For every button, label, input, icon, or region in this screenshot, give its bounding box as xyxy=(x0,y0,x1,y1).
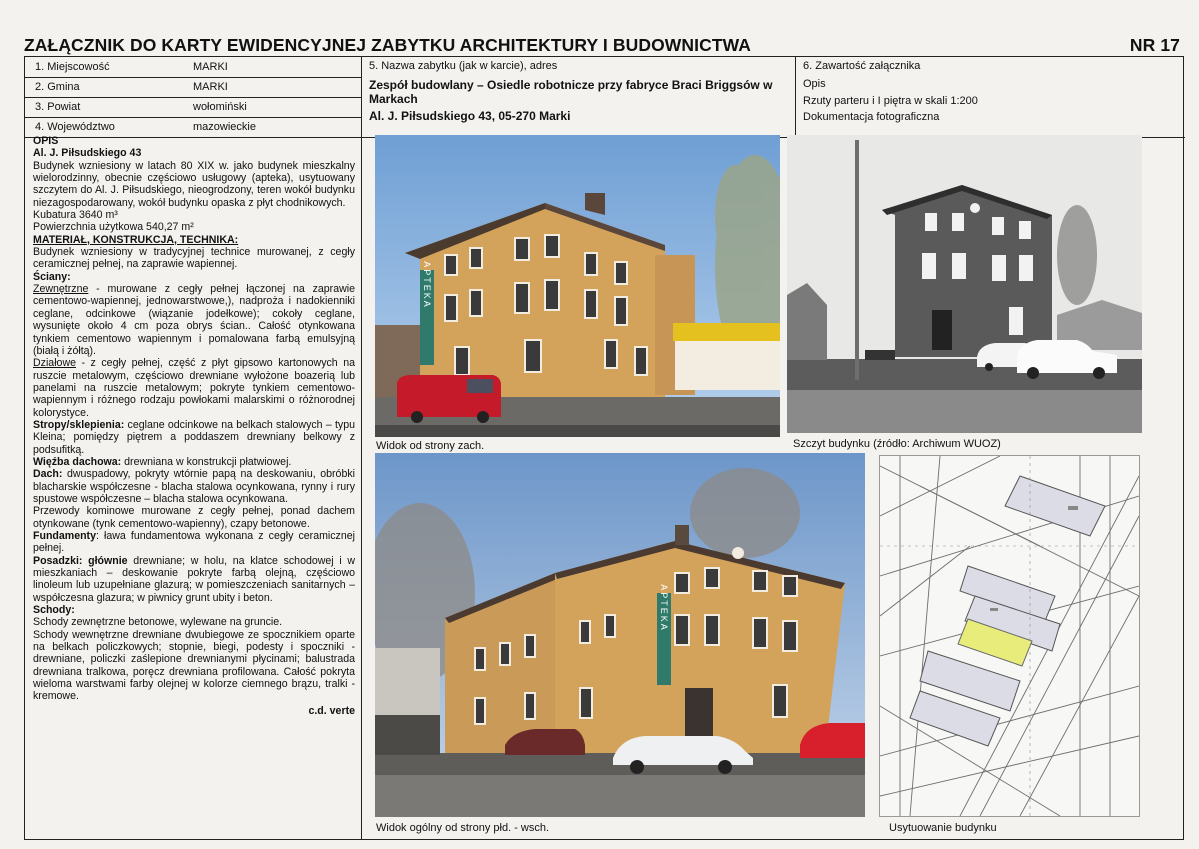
walls-exterior-label: Zewnętrzne xyxy=(33,283,89,296)
object-name: Zespół budowlany – Osiedle robotnicze przy fabryce Braci Briggsów w Markach xyxy=(369,78,773,106)
foundations xyxy=(33,530,355,555)
floors xyxy=(33,555,355,604)
roof-truss-text: drewniana w konstrukcji płatwiowej. xyxy=(121,455,292,468)
contents-item: Dokumentacja fotograficzna xyxy=(803,111,940,123)
photo4-caption: Usytuowanie budynku xyxy=(889,822,997,834)
field-label: 2. Gmina xyxy=(35,81,80,93)
object-name-header: 5. Nazwa zabytku (jak w karcie), adres xyxy=(369,60,558,72)
walls-interior-label: Działowe xyxy=(33,357,76,370)
material-text: Budynek wzniesiony w tradycyjnej technice murowanej, z cegły ceramicznej pełnej, na zaprawie wapiennej. xyxy=(33,246,355,271)
stairs-exterior: Schody zewnętrzne betonowe, wylewane na gruncie. xyxy=(33,616,283,629)
building-west-photo xyxy=(375,135,780,437)
sheet-title-text: ZAŁĄCZNIK DO KARTY EWIDENCYJNEJ ZABYTKU ARCHITEKTURY I BUDOWNICTWA xyxy=(24,35,752,55)
field-label: 1. Miejscowość xyxy=(35,61,110,73)
pharmacy-sign: APTEKA xyxy=(659,584,669,632)
sheet-number: NR 17 xyxy=(1129,35,1180,55)
field-value: MARKI xyxy=(193,81,228,93)
building-general-photo xyxy=(375,453,865,817)
field-label: 3. Powiat xyxy=(35,101,81,113)
description-kubatura: Kubatura 3640 m³ xyxy=(33,209,118,222)
field-value: wołomiński xyxy=(193,101,247,113)
roof-label: Dach: xyxy=(33,468,63,481)
contents-item: Rzuty parteru i I piętra w skali 1:200 xyxy=(803,94,978,107)
photo1-caption: Widok od strony zach. xyxy=(376,440,485,452)
building-gable-archive-photo xyxy=(787,135,1142,433)
sheet-title xyxy=(24,35,1184,57)
walls-heading: Ściany: xyxy=(33,270,71,283)
field-value: mazowieckie xyxy=(193,121,256,133)
material-heading: MATERIAŁ, KONSTRUKCJA, TECHNIKA: xyxy=(33,233,239,246)
walls-interior xyxy=(33,357,355,419)
roof xyxy=(33,468,355,505)
stairs-heading: Schody: xyxy=(33,604,75,617)
description-heading: OPIS xyxy=(33,135,59,147)
contents-list xyxy=(803,76,978,126)
walls-interior-text: - z cegły pełnej, część z płyt gipsowo kartonowych na ruszcie metalowym, częściowo drewniane wyłożone boazerią lub panelami na ruszcie metalowym; pokryte tynkiem cementowo-wapiennym i różnego rodzaju powłokami malarskimi o różnorodnej kolorystyce. xyxy=(33,357,355,419)
site-plan-map xyxy=(879,455,1140,817)
foundations-text: : ława fundamentowa wykonana z cegły ceramicznej pełnej. xyxy=(33,530,355,555)
field-label: 4. Województwo xyxy=(35,121,115,133)
walls-exterior xyxy=(33,283,355,357)
roof-text: dwuspadowy, pokryty wtórnie papą na deskowaniu, obróbki blacharskie współczesne - blacha stalowa ocynkowana, rynny i rury spustowe współczesne – blacha stalowa ocynkowana. xyxy=(33,468,355,505)
field-value: MARKI xyxy=(193,61,228,73)
pharmacy-sign: APTEKA xyxy=(422,261,432,309)
contents-item: Opis xyxy=(803,78,826,90)
field-row-powiat xyxy=(25,97,361,117)
roof-truss-label: Więźba dachowa: xyxy=(33,455,122,468)
ceilings xyxy=(33,419,355,456)
contents-header: 6. Zawartość załącznika xyxy=(803,60,921,72)
field-row-miejscowosc xyxy=(25,57,361,77)
description-subheading: Al. J. Piłsudskiego 43 xyxy=(33,147,142,160)
description-intro: Budynek wzniesiony w latach 80 XIX w. jako budynek mieszkalny wielorodzinny, obecnie częściowo usługowy (apteka), usytuowany szczytem do Al. J. Piłsudskiego, nieogrodzony, teren wokół budynku niezagospodarowany, wokół budynku opaska z płyt chodnikowych. xyxy=(33,159,355,209)
floors-label: Posadzki: głównie xyxy=(33,554,128,567)
field-row-wojewodztwo xyxy=(25,117,361,137)
foundations-label: Fundamenty xyxy=(33,530,96,542)
photo2-caption: Szczyt budynku (źródło: Archiwum WUOZ) xyxy=(793,438,1001,450)
photo3-caption: Widok ogólny od strony płd. - wsch. xyxy=(376,822,550,834)
stairs-interior: Schody wewnętrzne drewniane dwubiegowe ze spocznikiem oparte na belkach policzkowych; stopnie, biegi, podesty i spoczniki - drewniane, policzki zaślepione drewnianymi płycinami; balustrada drewniana tralkowa, poręcz drewniana profilowana. Całość pokryta wieloma warstwami farby olejnej w kolorze ciemnego brązu, tralki - kremowe. xyxy=(33,628,355,703)
object-address: Al. J. Piłsudskiego 43, 05-270 Marki xyxy=(369,109,571,123)
ceilings-label: Stropy/sklepienia: xyxy=(33,418,125,431)
description-text xyxy=(33,135,355,717)
roof-truss xyxy=(33,456,355,468)
walls-exterior-text: - murowane z cegły pełnej łączonej na zaprawie cementowo-wapiennej, jednowarstwowe,), nadproża i nadokienniki ceglane, odcinkowe (wiązanie jodełkowe); cokoły ceglane, wysunięte około 4 cm poza obrys ścian.. Całość otynkowana tynkiem cementowo wapiennym i pomalowana farbą emulsyjną (białą i żółtą). xyxy=(33,283,355,357)
ceilings-text: ceglane odcinkowe na belkach stalowych – typu Kleina; pomiędzy piętrem a poddaszem drewniany belkowy z podsufitką. xyxy=(33,418,355,456)
field-row-gmina xyxy=(25,77,361,97)
floors-text: drewniane; w holu, na klatce schodowej i w mieszkaniach – deskowanie pokryte farbą olejną, częściowo linoleum lub uzupełniane glazurą; w pomieszczeniach sanitarnych – współczesna glazura; w piwnicy grunt ubity i beton. xyxy=(33,554,356,604)
description-powierzchnia: Powierzchnia użytkowa 540,27 m² xyxy=(33,221,194,234)
chimneys-text: Przewody kominowe murowane z cegły pełnej, ponad dachem otynkowane (tynk cementowo-wapienny), czapy betonowe. xyxy=(33,505,355,530)
continued-note: c.d. verte xyxy=(308,704,355,717)
column-divider-left xyxy=(361,57,362,839)
